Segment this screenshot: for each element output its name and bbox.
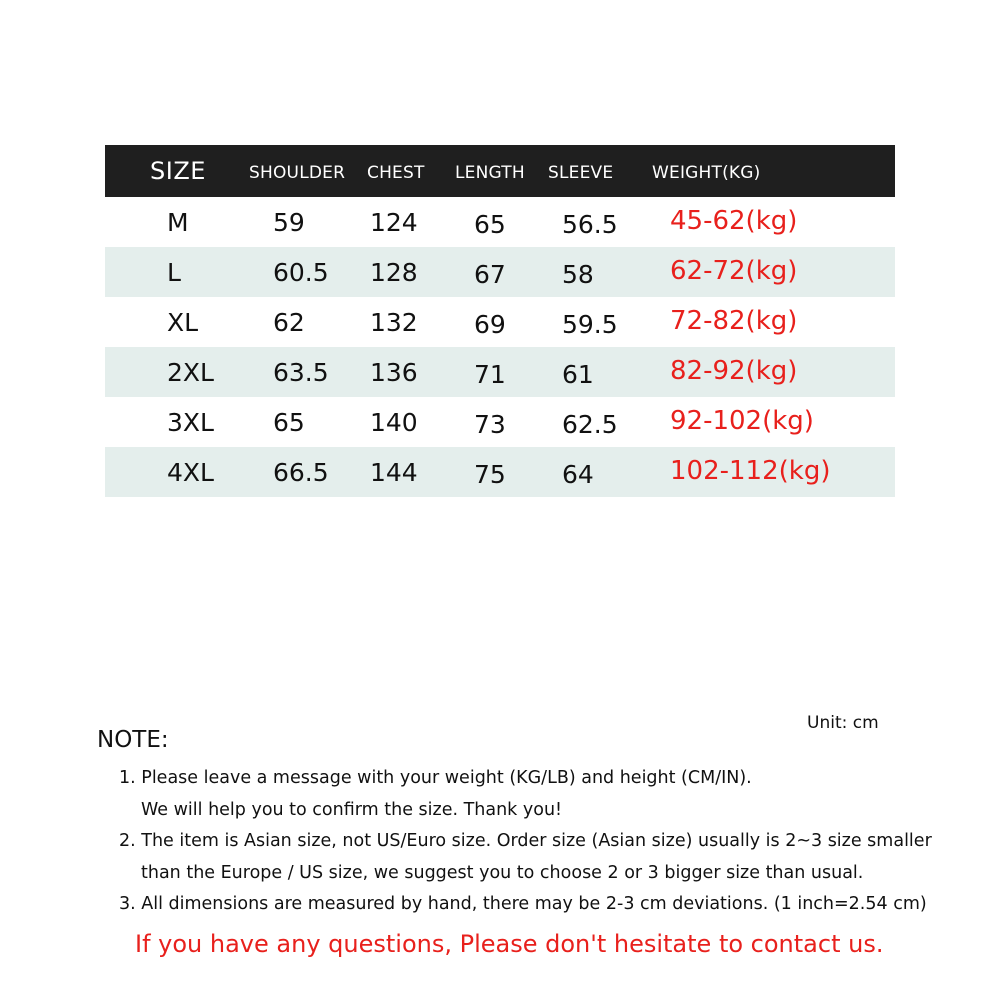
cell-shoulder: 62: [273, 308, 305, 337]
cell-length: 73: [474, 410, 506, 439]
cell-size: 3XL: [167, 408, 214, 437]
note-title: NOTE:: [97, 727, 169, 753]
cell-chest: 128: [370, 258, 418, 287]
cell-weight: 62-72(kg): [670, 256, 798, 286]
note-line: 3. All dimensions are measured by hand, there may be 2-3 cm deviations. (1 inch=2.54 cm): [119, 894, 927, 914]
cell-length: 71: [474, 360, 506, 389]
table-row: [105, 397, 895, 447]
cell-shoulder: 63.5: [273, 358, 329, 387]
cell-size: L: [167, 258, 181, 287]
header-weight: WEIGHT(KG): [652, 163, 761, 183]
unit-label: Unit: cm: [807, 713, 879, 733]
header-shoulder: SHOULDER: [249, 163, 346, 183]
cell-size: M: [167, 208, 189, 237]
cell-weight: 45-62(kg): [670, 206, 798, 236]
cell-chest: 136: [370, 358, 418, 387]
cell-chest: 132: [370, 308, 418, 337]
cell-length: 69: [474, 310, 506, 339]
note-line: 1. Please leave a message with your weight (KG/LB) and height (CM/IN).: [119, 768, 752, 788]
cell-shoulder: 59: [273, 208, 305, 237]
note-line: 2. The item is Asian size, not US/Euro size. Order size (Asian size) usually is 2~3 size smaller: [119, 831, 932, 851]
cell-weight: 92-102(kg): [670, 406, 814, 436]
cell-sleeve: 58: [562, 260, 594, 289]
cell-size: 2XL: [167, 358, 214, 387]
header-size: SIZE: [150, 157, 206, 185]
cell-length: 67: [474, 260, 506, 289]
cell-sleeve: 56.5: [562, 210, 618, 239]
cell-weight: 102-112(kg): [670, 456, 831, 486]
size-chart-table: [105, 145, 895, 497]
note-line: We will help you to confirm the size. Thank you!: [141, 800, 563, 820]
table-row: [105, 347, 895, 397]
cell-size: XL: [167, 308, 199, 337]
cell-chest: 144: [370, 458, 418, 487]
cell-sleeve: 61: [562, 360, 594, 389]
cell-chest: 124: [370, 208, 418, 237]
cell-length: 75: [474, 460, 506, 489]
cell-length: 65: [474, 210, 506, 239]
header-length: LENGTH: [455, 163, 525, 183]
header-sleeve: SLEEVE: [548, 163, 614, 183]
cell-weight: 72-82(kg): [670, 306, 798, 336]
cell-sleeve: 64: [562, 460, 594, 489]
contact-message: If you have any questions, Please don't hesitate to contact us.: [135, 930, 884, 958]
table-row: [105, 247, 895, 297]
cell-weight: 82-92(kg): [670, 356, 798, 386]
cell-shoulder: 65: [273, 408, 305, 437]
cell-shoulder: 66.5: [273, 458, 329, 487]
header-chest: CHEST: [367, 163, 425, 183]
cell-sleeve: 62.5: [562, 410, 618, 439]
table-header-row: [105, 145, 895, 197]
cell-sleeve: 59.5: [562, 310, 618, 339]
cell-chest: 140: [370, 408, 418, 437]
table-row: [105, 447, 895, 497]
table-row: [105, 297, 895, 347]
cell-size: 4XL: [167, 458, 214, 487]
cell-shoulder: 60.5: [273, 258, 329, 287]
table-row: [105, 197, 895, 247]
note-line: than the Europe / US size, we suggest you to choose 2 or 3 bigger size than usual.: [141, 863, 864, 883]
